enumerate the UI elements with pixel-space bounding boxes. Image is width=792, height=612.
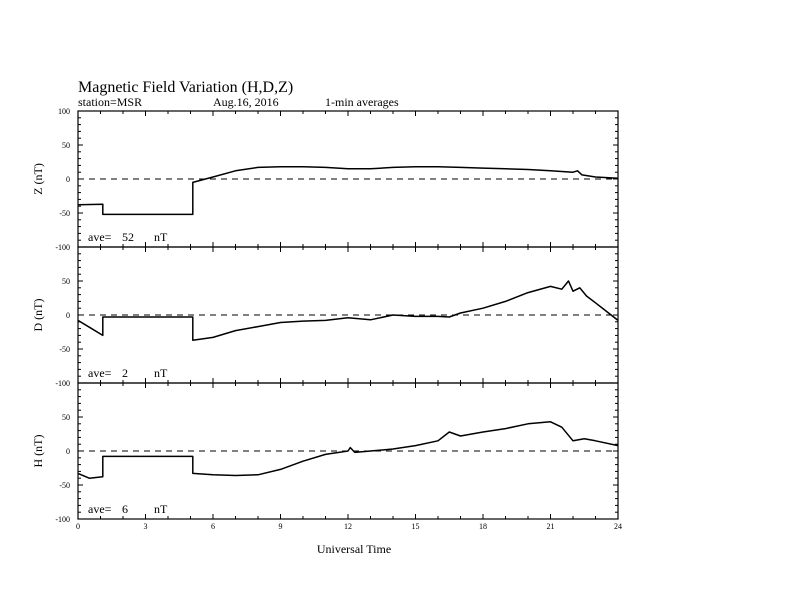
panel-D xyxy=(31,247,618,388)
x-axis-ticks xyxy=(76,522,622,531)
series-line-D xyxy=(78,281,618,340)
y-tick-label: 50 xyxy=(62,141,70,150)
y-tick-label: 50 xyxy=(62,277,70,286)
panel-H xyxy=(31,383,618,524)
y-tick-label: 0 xyxy=(66,447,70,456)
x-tick-label: 0 xyxy=(76,522,80,531)
x-tick-label: 24 xyxy=(614,522,622,531)
y-tick-label: 100 xyxy=(58,107,70,116)
x-axis-label: Universal Time xyxy=(316,542,392,556)
x-tick-label: 18 xyxy=(479,522,487,531)
y-tick-label: -50 xyxy=(59,345,70,354)
y-axis-label: H (nT) xyxy=(31,434,45,468)
chart-title: Magnetic Field Variation (H,D,Z) xyxy=(78,79,294,96)
y-tick-label: -100 xyxy=(55,515,70,524)
series-line-H xyxy=(78,422,618,478)
y-tick-label: 0 xyxy=(66,175,70,184)
ave-label: ave= xyxy=(88,230,112,244)
averaging-label: 1-min averages xyxy=(325,95,399,109)
x-tick-label: 15 xyxy=(411,522,420,531)
series-line-Z xyxy=(78,167,618,215)
x-tick-label: 3 xyxy=(143,522,148,531)
y-tick-label: 0 xyxy=(66,311,70,320)
chart-panels xyxy=(31,107,618,524)
x-tick-label: 9 xyxy=(278,522,283,531)
ave-label: ave= xyxy=(88,366,112,380)
y-tick-label: -50 xyxy=(59,209,70,218)
y-tick-label: -100 xyxy=(55,379,70,388)
x-tick-label: 6 xyxy=(211,522,215,531)
y-tick-label: 50 xyxy=(62,413,70,422)
x-tick-label: 12 xyxy=(344,522,352,531)
y-axis-label: D (nT) xyxy=(31,298,45,332)
y-tick-label: -50 xyxy=(59,481,70,490)
y-axis-label: Z (nT) xyxy=(31,163,45,195)
date-label: Aug.16, 2016 xyxy=(213,95,279,109)
x-tick-label: 21 xyxy=(546,522,555,531)
ave-value: 52 xyxy=(122,230,134,244)
ave-unit: nT xyxy=(154,230,168,244)
panel-Z xyxy=(31,107,618,252)
ave-unit: nT xyxy=(154,366,168,380)
ave-value: 6 xyxy=(122,502,128,516)
y-tick-label: -100 xyxy=(55,243,70,252)
station-label: station=MSR xyxy=(78,95,143,109)
ave-label: ave= xyxy=(88,502,112,516)
ave-unit: nT xyxy=(154,502,168,516)
ave-value: 2 xyxy=(122,366,128,380)
